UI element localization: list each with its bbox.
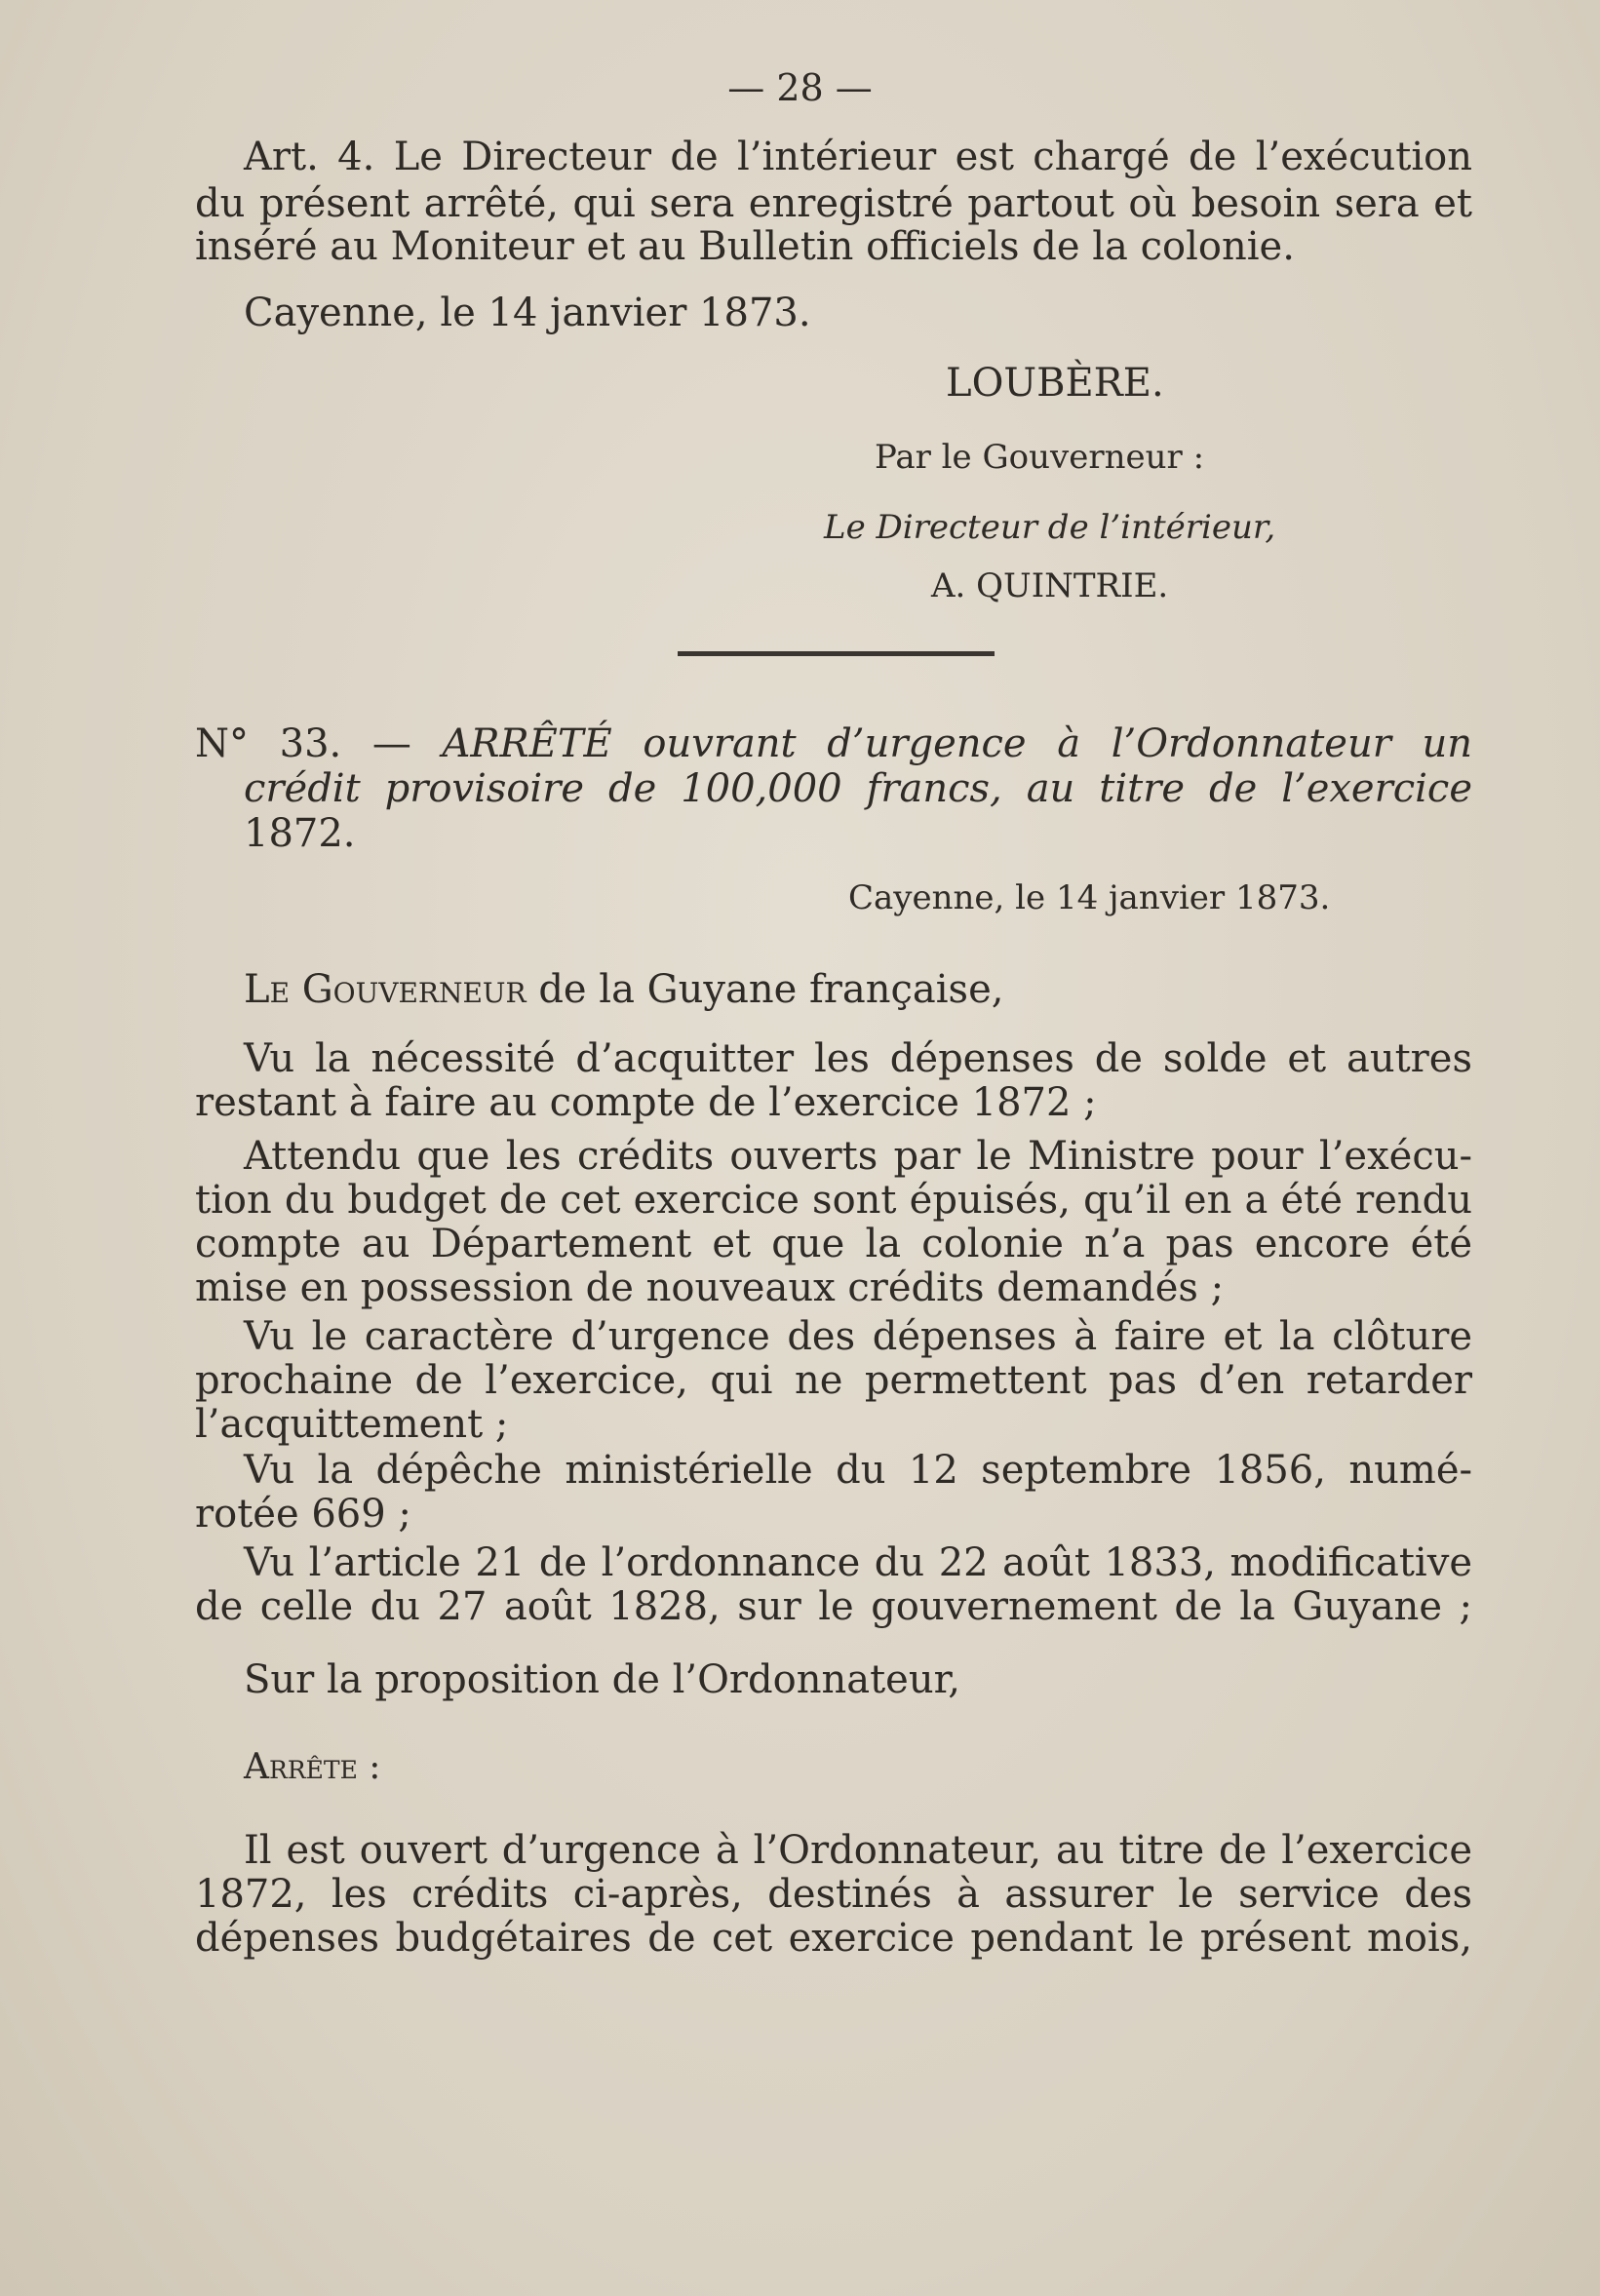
consideration-line-3: Attendu que les crédits ouverts par le Ministre pour l’exécu- [244, 1134, 1472, 1179]
proposal-line: Sur la proposition de l’Ordonnateur, [244, 1657, 961, 1702]
consideration-line-10: Vu la dépêche ministérielle du 12 septembre 1856, numé- [244, 1448, 1472, 1493]
consideration-line-11: rotée 669 ; [195, 1492, 411, 1537]
consideration-line-9: l’acquittement ; [195, 1402, 509, 1447]
decree-number: N° 33. — [195, 721, 411, 766]
consideration-line-13: de celle du 27 août 1828, sur le gouvernement de la Guyane ; [195, 1584, 1472, 1629]
decree-title-line-2: crédit provisoire de 100,000 francs, au titre de l’exercice [244, 766, 1472, 811]
body-line-3: dépenses budgétaires de cet exercice pendant le présent mois, [195, 1916, 1472, 1961]
consideration-line-8: prochaine de l’exercice, qui ne permettent pas d’en retarder [195, 1358, 1472, 1403]
article4-line-2: du présent arrêté, qui sera enregistré partout où besoin sera et [195, 181, 1472, 226]
body-line-1: Il est ouvert d’urgence à l’Ordonnateur, au titre de l’exercice [244, 1828, 1472, 1873]
consideration-line-6: mise en possession de nouveaux crédits demandés ; [195, 1265, 1225, 1310]
signature-loubere: LOUBÈRE. [946, 361, 1164, 406]
article4-line-3: inséré au Moniteur et au Bulletin officiels de la colonie. [195, 224, 1295, 269]
consideration-line-2: restant à faire au compte de l’exercice 1872 ; [195, 1080, 1097, 1125]
body-line-2: 1872, les crédits ci-après, destinés à assurer le service des [195, 1872, 1472, 1917]
signature-quintrie: A. QUINTRIE. [931, 566, 1169, 605]
consideration-line-4: tion du budget de cet exercice sont épuisés, qu’il en a été rendu [195, 1178, 1472, 1223]
by-governor-line: Par le Gouverneur : [875, 438, 1205, 477]
governor-title: Le Gouverneur [244, 967, 527, 1012]
consideration-line-12: Vu l’article 21 de l’ordonnance du 22 août 1833, modificative [244, 1540, 1472, 1585]
governor-intro-rest: de la Guyane française, [538, 967, 1004, 1012]
decrees-label: Arrête : [244, 1747, 381, 1787]
place-date-2: Cayenne, le 14 janvier 1873. [848, 878, 1331, 917]
governor-intro [244, 967, 1003, 1012]
consideration-line-5: compte au Département et que la colonie n’a pas encore été [195, 1222, 1472, 1266]
decree-title-line-3: 1872. [244, 811, 356, 856]
decree-title-start: ARRÊTÉ ouvrant d’urgence à l’Ordonnateur un [442, 721, 1472, 766]
consideration-line-1: Vu la nécessité d’acquitter les dépenses de solde et autres [244, 1036, 1472, 1081]
article4-line-1: Art. 4. Le Directeur de l’intérieur est chargé de l’exécution [244, 135, 1472, 179]
page-number: — 28 — [727, 66, 873, 109]
place-date-1: Cayenne, le 14 janvier 1873. [244, 291, 811, 335]
decree-title-line-1 [195, 721, 1472, 766]
director-title: Le Directeur de l’intérieur, [824, 508, 1276, 547]
section-divider [678, 651, 995, 656]
consideration-line-7: Vu le caractère d’urgence des dépenses à faire et la clôture [244, 1314, 1472, 1359]
